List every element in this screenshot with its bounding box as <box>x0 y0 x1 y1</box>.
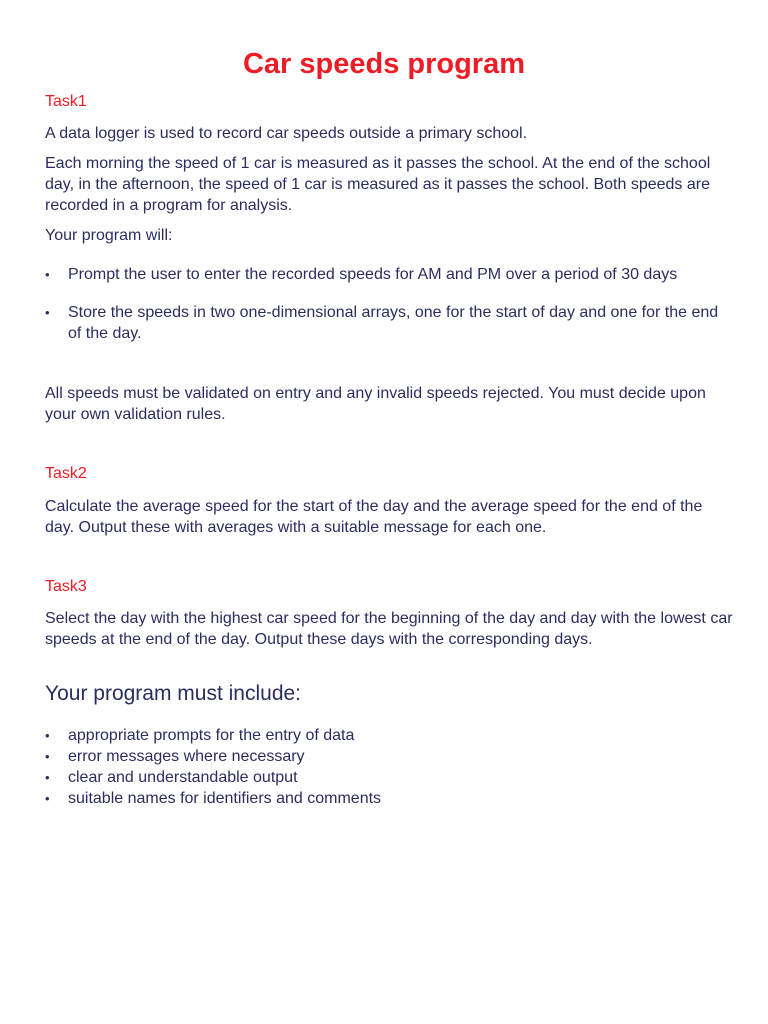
list-item <box>45 746 735 767</box>
task2-heading: Task2 <box>45 465 87 482</box>
task1-paragraph-1: A data logger is used to record car speeds outside a primary school. <box>45 125 528 142</box>
list-item-text: clear and understandable output <box>68 769 298 786</box>
bullet-marker: • <box>45 770 50 785</box>
list-item-text: appropriate prompts for the entry of data <box>68 727 355 744</box>
bullet-marker: • <box>45 728 50 743</box>
bullet-marker: • <box>45 267 50 282</box>
requirements-heading: Your program must include: <box>45 682 302 705</box>
list-item <box>45 767 735 788</box>
task1-heading: Task1 <box>45 93 87 110</box>
list-item <box>45 264 735 285</box>
task1-paragraph-3: Your program will: <box>45 227 173 244</box>
bullet-marker: • <box>45 749 50 764</box>
task1-paragraph-2: Each morning the speed of 1 car is measured as it passes the school. At the end of the school day, in the afternoon, the speed of 1 car is measured as it passes the school. Both speeds are recorded in a program for analysis. <box>45 155 711 214</box>
list-item <box>45 302 735 344</box>
bullet-marker: • <box>45 791 50 806</box>
page-title: Car speeds program <box>242 48 526 80</box>
list-item <box>45 788 735 809</box>
bullet-marker: • <box>45 305 50 320</box>
list-item-text: Prompt the user to enter the recorded speeds for AM and PM over a period of 30 days <box>68 266 678 283</box>
task1-bullet-list <box>45 264 735 361</box>
task3-paragraph-1: Select the day with the highest car speed for the beginning of the day and day with the lowest car speeds at the end of the day. Output these days with the corresponding days. <box>45 610 733 648</box>
list-item-text: suitable names for identifiers and comments <box>68 790 382 807</box>
task2-paragraph-1: Calculate the average speed for the start of the day and the average speed for the end of the day. Output these with averages with a suitable message for each one. <box>45 498 703 536</box>
task3-heading: Task3 <box>45 578 87 595</box>
list-item-text: Store the speeds in two one-dimensional arrays, one for the start of day and one for the end of the day. <box>68 304 719 342</box>
list-item-text: error messages where necessary <box>68 748 305 765</box>
list-item <box>45 725 735 746</box>
task1-paragraph-4: All speeds must be validated on entry and any invalid speeds rejected. You must decide upon your own validation rules. <box>45 385 706 423</box>
requirements-bullet-list <box>45 725 735 809</box>
